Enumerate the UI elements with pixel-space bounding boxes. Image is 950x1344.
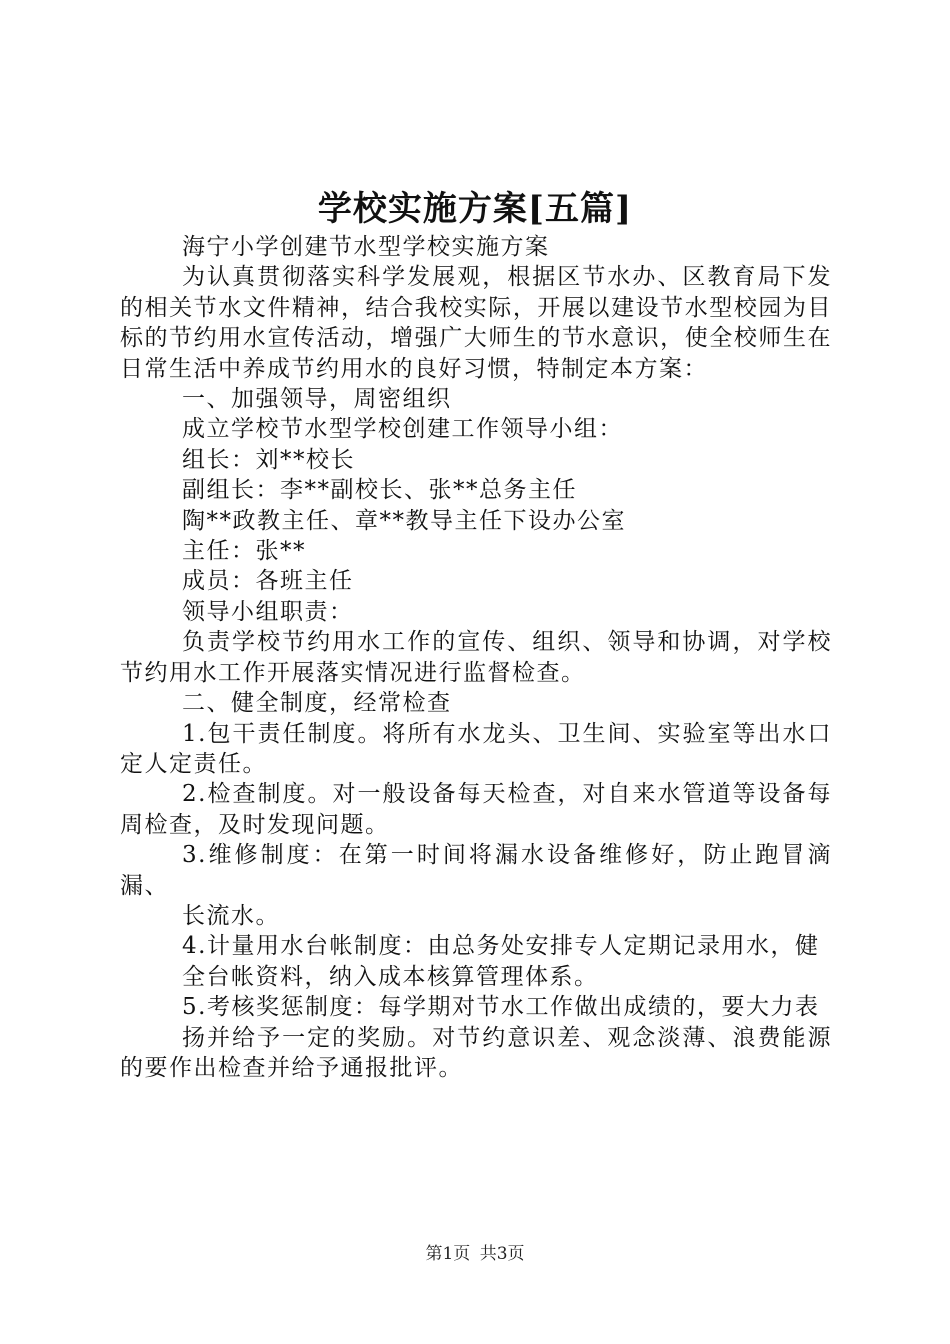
paragraph: 全台帐资料，纳入成本核算管理体系。 — [182, 963, 599, 990]
paragraph: 成员：各班主任 — [182, 568, 354, 595]
list-item: 5.考核奖惩制度：每学期对节水工作做出成绩的，要大力表 — [182, 994, 820, 1021]
paragraph: 负责学校节约用水工作的宣传、组织、领导和协调，对学校节约用水工作开展落实情况进行监督检查。 — [120, 629, 832, 686]
paragraph: 领导小组职责： — [182, 598, 354, 625]
page-footer — [0, 1242, 950, 1266]
paragraph: 成立学校节水型学校创建工作领导小组： — [182, 416, 623, 443]
section-heading-1: 一、加强领导，周密组织 — [182, 386, 452, 413]
document-title: 学校实施方案[五篇] — [317, 189, 633, 229]
paragraph: 陶**政教主任、章**教导主任下设办公室 — [182, 507, 626, 534]
list-item: 2.检查制度。对一般设备每天检查，对自来水管道等设备每周检查，及时发现问题。 — [120, 781, 832, 838]
paragraph: 扬并给予一定的奖励。对节约意识差、观念淡薄、浪费能源的要作出检查并给予通报批评。 — [120, 1024, 832, 1081]
paragraph: 组长：刘**校长 — [182, 446, 355, 473]
paragraph: 副组长：李**副校长、张**总务主任 — [182, 477, 577, 504]
document-body — [120, 232, 832, 1083]
paragraph-intro: 为认真贯彻落实科学发展观，根据区节水办、区教育局下发的相关节水文件精神，结合我校实际，开展以建设节水型校园为目标的节约用水宣传活动，增强广大师生的节水意识，使全校师生在日常生活中养成节约用水的良好习惯，特制定本方案： — [120, 264, 832, 382]
paragraph: 长流水。 — [182, 902, 280, 929]
paragraph-subtitle: 海宁小学创建节水型学校实施方案 — [182, 234, 550, 260]
page-number: 第1页 — [425, 1244, 471, 1264]
page-total: 共3页 — [479, 1244, 525, 1264]
list-item: 3.维修制度：在第一时间将漏水设备维修好，防止跑冒滴漏、 — [120, 842, 832, 899]
section-heading-2: 二、健全制度，经常检查 — [182, 690, 452, 717]
paragraph: 主任：张** — [182, 538, 306, 565]
list-item: 1.包干责任制度。将所有水龙头、卫生间、实验室等出水口定人定责任。 — [120, 720, 832, 777]
list-item: 4.计量用水台帐制度：由总务处安排专人定期记录用水，健 — [182, 933, 820, 960]
